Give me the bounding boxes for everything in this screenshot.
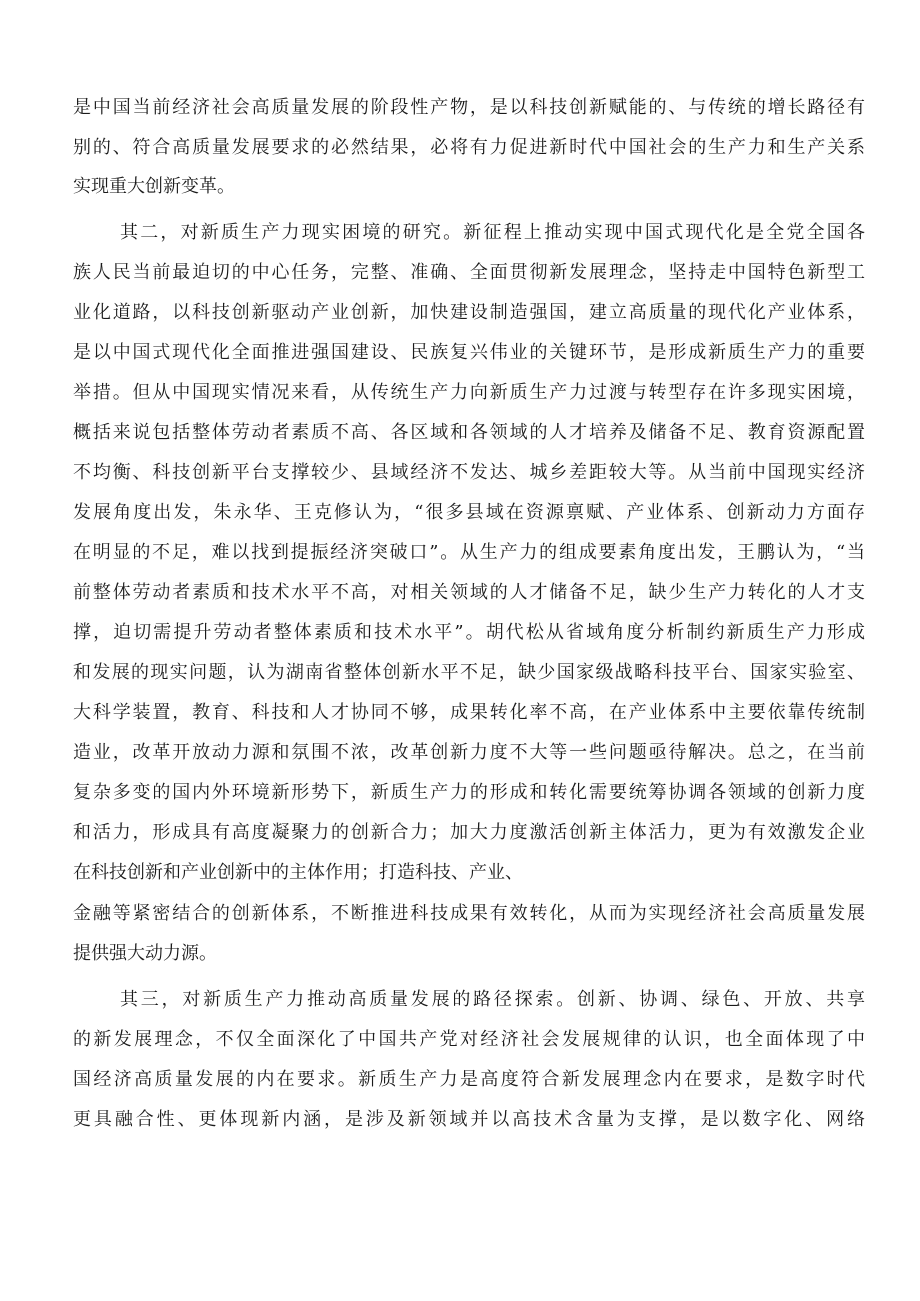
text-line: 不均衡、科技创新平台支撑较少、县域经济不发达、城乡差距较大等。从当前中国现实经济 <box>73 462 865 483</box>
text-line: 更具融合性、更体现新内涵，是涉及新领域并以高技术含量为支撑，是以数字化、网络 <box>73 1109 865 1130</box>
text-line: 造业，改革开放动力源和氛围不浓，改革创新力度不大等一些问题亟待解决。总之，在当前 <box>73 742 865 763</box>
text-line: 实现重大创新变革。 <box>73 176 235 197</box>
text-line: 提供强大动力源。 <box>73 943 217 964</box>
text-line: 概括来说包括整体劳动者素质不高、各区域和各领域的人才培养及储备不足、教育资源配置 <box>73 422 865 443</box>
text-line: 在科技创新和产业创新中的主体作用；打造科技、产业、 <box>73 862 523 883</box>
text-line: 前整体劳动者素质和技术水平不高，对相关领域的人才储备不足，缺少生产力转化的人才支 <box>73 582 865 603</box>
text-line: 业化道路，以科技创新驱动产业创新，加快建设制造强国，建立高质量的现代化产业体系， <box>73 302 865 323</box>
text-line: 发展角度出发，朱永华、王克修认为，“很多县域在资源禀赋、产业体系、创新动力方面存 <box>73 502 865 523</box>
text-line: 举措。但从中国现实情况来看，从传统生产力向新质生产力过渡与转型存在许多现实困境， <box>73 382 865 403</box>
text-line: 在明显的不足，难以找到提振经济突破口”。从生产力的组成要素角度出发，王鹏认为，“当 <box>73 542 865 563</box>
text-line: 是中国当前经济社会高质量发展的阶段性产物，是以科技创新赋能的、与传统的增长路径有 <box>73 97 865 118</box>
text-line: 国经济高质量发展的内在要求。新质生产力是高度符合新发展理念内在要求，是数字时代 <box>73 1069 865 1090</box>
text-line: 的新发展理念，不仅全面深化了中国共产党对经济社会发展规律的认识，也全面体现了中 <box>73 1029 865 1050</box>
text-line: 其二，对新质生产力现实困境的研究。新征程上推动实现中国式现代化是全党全国各 <box>120 222 865 243</box>
text-line: 族人民当前最迫切的中心任务，完整、准确、全面贯彻新发展理念，坚持走中国特色新型工 <box>73 262 865 283</box>
text-line: 和活力，形成具有高度凝聚力的创新合力；加大力度激活创新主体活力，更为有效激发企业 <box>73 822 865 843</box>
text-line: 复杂多变的国内外环境新形势下，新质生产力的形成和转化需要统筹协调各领域的创新力度 <box>73 782 865 803</box>
text-line: 和发展的现实问题，认为湖南省整体创新水平不足，缺少国家级战略科技平台、国家实验室、 <box>73 662 865 683</box>
text-line: 金融等紧密结合的创新体系，不断推进科技成果有效转化，从而为实现经济社会高质量发展 <box>73 903 865 924</box>
text-line: 其三，对新质生产力推动高质量发展的路径探索。创新、协调、绿色、开放、共享 <box>120 989 865 1010</box>
text-line: 别的、符合高质量发展要求的必然结果，必将有力促进新时代中国社会的生产力和生产关系 <box>73 137 865 158</box>
text-line: 是以中国式现代化全面推进强国建设、民族复兴伟业的关键环节，是形成新质生产力的重要 <box>73 342 865 363</box>
text-line: 大科学装置，教育、科技和人才协同不够，成果转化率不高，在产业体系中主要依靠传统制 <box>73 702 865 723</box>
text-line: 撑，迫切需提升劳动者整体素质和技术水平”。胡代松从省域角度分析制约新质生产力形成 <box>73 622 865 643</box>
